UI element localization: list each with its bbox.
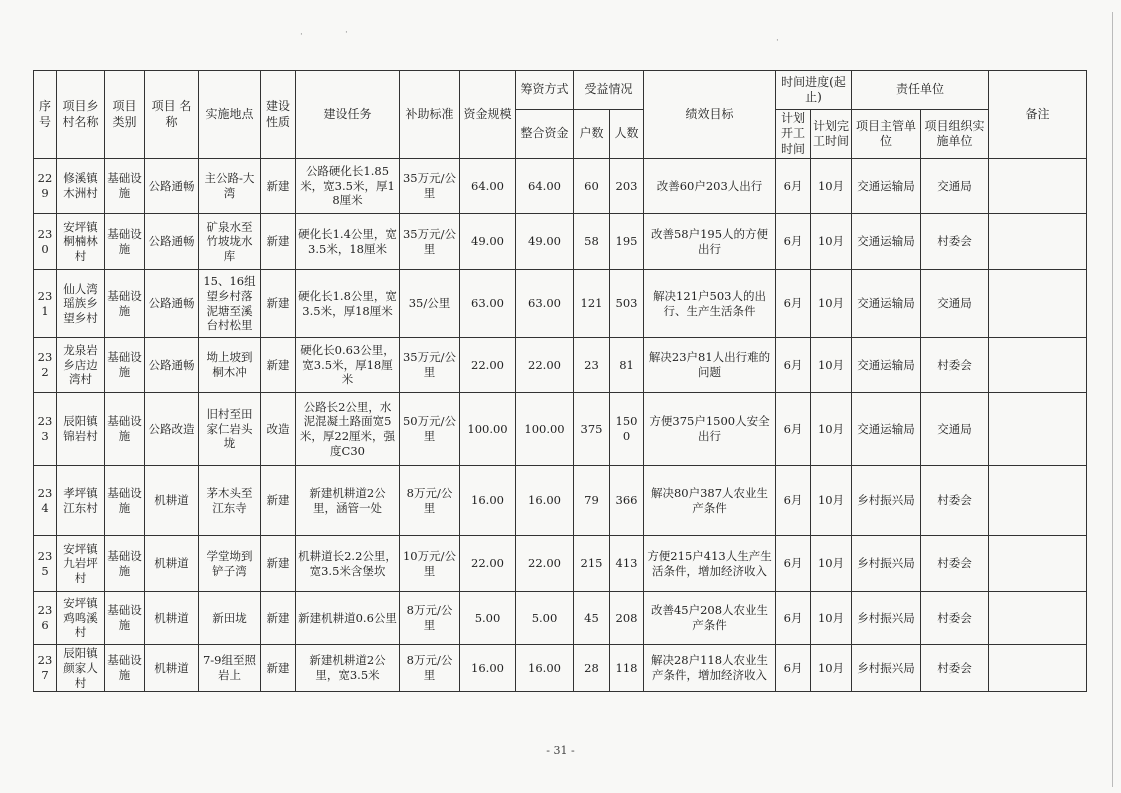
cell-subsidy: 35万元/公里 (400, 214, 460, 270)
cell-village: 安坪镇鸡鸣溪村 (57, 592, 105, 645)
cell-goal: 方便375户1500人安全出行 (644, 393, 776, 466)
cell-name: 公路通畅 (145, 270, 199, 338)
cell-seq: 237 (34, 645, 57, 692)
cell-start: 6月 (776, 214, 811, 270)
cell-village: 辰阳镇颜家人村 (57, 645, 105, 692)
cell-integrated: 22.00 (516, 536, 574, 592)
cell-name: 机耕道 (145, 466, 199, 536)
cell-location: 坳上坡到桐木冲 (199, 338, 261, 393)
cell-people: 366 (610, 466, 644, 536)
cell-category: 基础设施 (105, 393, 145, 466)
cell-subsidy: 8万元/公里 (400, 592, 460, 645)
cell-nature: 新建 (261, 592, 296, 645)
cell-finish: 10月 (811, 592, 852, 645)
cell-nature: 新建 (261, 214, 296, 270)
cell-category: 基础设施 (105, 159, 145, 214)
cell-remarks (989, 592, 1087, 645)
cell-nature: 新建 (261, 645, 296, 692)
cell-people: 413 (610, 536, 644, 592)
cell-task: 新建机耕道2公里，宽3.5米 (296, 645, 400, 692)
cell-dept: 乡村振兴局 (852, 536, 921, 592)
cell-category: 基础设施 (105, 592, 145, 645)
cell-dept: 交通运输局 (852, 159, 921, 214)
cell-category: 基础设施 (105, 214, 145, 270)
cell-category: 基础设施 (105, 645, 145, 692)
table-header-row (34, 71, 1087, 110)
cell-seq: 235 (34, 536, 57, 592)
header-scale: 资金规模 (460, 71, 516, 159)
cell-nature: 新建 (261, 159, 296, 214)
cell-seq: 229 (34, 159, 57, 214)
header-name: 项目 名称 (145, 71, 199, 159)
cell-nature: 改造 (261, 393, 296, 466)
cell-name: 公路改造 (145, 393, 199, 466)
cell-households: 45 (574, 592, 610, 645)
project-table (33, 70, 1087, 692)
header-start: 计划开工时间 (776, 110, 811, 159)
cell-integrated: 16.00 (516, 466, 574, 536)
cell-impl: 村委会 (921, 214, 989, 270)
cell-category: 基础设施 (105, 536, 145, 592)
cell-people: 1500 (610, 393, 644, 466)
cell-location: 学堂坳到铲子湾 (199, 536, 261, 592)
header-nature: 建设性质 (261, 71, 296, 159)
cell-nature: 新建 (261, 270, 296, 338)
cell-dept: 交通运输局 (852, 214, 921, 270)
cell-remarks (989, 270, 1087, 338)
cell-remarks (989, 536, 1087, 592)
cell-subsidy: 50万元/公里 (400, 393, 460, 466)
cell-households: 23 (574, 338, 610, 393)
cell-seq: 236 (34, 592, 57, 645)
cell-scale: 16.00 (460, 645, 516, 692)
table-row (34, 592, 1087, 645)
header-schedule: 时间进度(起止) (776, 71, 852, 110)
cell-people: 503 (610, 270, 644, 338)
header-households: 户数 (574, 110, 610, 159)
cell-name: 机耕道 (145, 536, 199, 592)
cell-households: 375 (574, 393, 610, 466)
cell-start: 6月 (776, 645, 811, 692)
header-goal: 绩效目标 (644, 71, 776, 159)
header-integrated: 整合资金 (516, 110, 574, 159)
cell-remarks (989, 645, 1087, 692)
cell-dept: 乡村振兴局 (852, 592, 921, 645)
cell-start: 6月 (776, 592, 811, 645)
cell-location: 旧村至田家仁岩头垅 (199, 393, 261, 466)
cell-people: 208 (610, 592, 644, 645)
cell-category: 基础设施 (105, 338, 145, 393)
cell-goal: 改善60户203人出行 (644, 159, 776, 214)
scan-speck: · (776, 36, 779, 46)
cell-goal: 解决23户81人出行难的问题 (644, 338, 776, 393)
cell-category: 基础设施 (105, 466, 145, 536)
cell-finish: 10月 (811, 645, 852, 692)
cell-subsidy: 35万元/公里 (400, 338, 460, 393)
cell-village: 安坪镇九岩坪村 (57, 536, 105, 592)
cell-goal: 改善58户195人的方便出行 (644, 214, 776, 270)
cell-task: 硬化长0.63公里，宽3.5米，厚18厘米 (296, 338, 400, 393)
cell-integrated: 63.00 (516, 270, 574, 338)
cell-impl: 村委会 (921, 466, 989, 536)
cell-name: 公路通畅 (145, 338, 199, 393)
cell-scale: 49.00 (460, 214, 516, 270)
cell-scale: 22.00 (460, 338, 516, 393)
cell-name: 公路通畅 (145, 159, 199, 214)
cell-households: 121 (574, 270, 610, 338)
cell-name: 机耕道 (145, 645, 199, 692)
cell-finish: 10月 (811, 159, 852, 214)
cell-goal: 解决28户118人农业生产条件，增加经济收入 (644, 645, 776, 692)
table-body (34, 159, 1087, 692)
table-row (34, 159, 1087, 214)
header-remarks: 备注 (989, 71, 1087, 159)
cell-households: 215 (574, 536, 610, 592)
scan-speck: · (300, 30, 303, 40)
cell-location: 主公路-大湾 (199, 159, 261, 214)
table-row (34, 536, 1087, 592)
cell-finish: 10月 (811, 466, 852, 536)
cell-impl: 村委会 (921, 338, 989, 393)
cell-start: 6月 (776, 338, 811, 393)
cell-task: 硬化长1.8公里，宽3.5米，厚18厘米 (296, 270, 400, 338)
cell-task: 公路长2公里，水泥混凝土路面宽5米，厚22厘米，强度C30 (296, 393, 400, 466)
cell-subsidy: 8万元/公里 (400, 645, 460, 692)
cell-village: 安坪镇桐楠林村 (57, 214, 105, 270)
cell-seq: 234 (34, 466, 57, 536)
page-number: - 31 - (546, 744, 575, 757)
header-impl: 项目组织实施单位 (921, 110, 989, 159)
cell-village: 孝坪镇江东村 (57, 466, 105, 536)
cell-households: 58 (574, 214, 610, 270)
scan-edge-line (1112, 12, 1113, 787)
cell-integrated: 64.00 (516, 159, 574, 214)
cell-location: 7-9组至照岩上 (199, 645, 261, 692)
header-responsible: 责任单位 (852, 71, 989, 110)
cell-people: 203 (610, 159, 644, 214)
cell-task: 公路硬化长1.85米，宽3.5米，厚18厘米 (296, 159, 400, 214)
header-category: 项目类别 (105, 71, 145, 159)
cell-remarks (989, 214, 1087, 270)
header-village: 项目乡村名称 (57, 71, 105, 159)
cell-start: 6月 (776, 159, 811, 214)
cell-remarks (989, 466, 1087, 536)
cell-name: 公路通畅 (145, 214, 199, 270)
cell-dept: 交通运输局 (852, 270, 921, 338)
cell-dept: 交通运输局 (852, 338, 921, 393)
cell-village: 辰阳镇锦岩村 (57, 393, 105, 466)
header-task: 建设任务 (296, 71, 400, 159)
cell-finish: 10月 (811, 536, 852, 592)
cell-seq: 232 (34, 338, 57, 393)
cell-impl: 村委会 (921, 592, 989, 645)
cell-impl: 村委会 (921, 536, 989, 592)
cell-scale: 64.00 (460, 159, 516, 214)
table-row (34, 645, 1087, 692)
cell-scale: 100.00 (460, 393, 516, 466)
cell-village: 龙泉岩乡店边湾村 (57, 338, 105, 393)
cell-goal: 解决80户387人农业生产条件 (644, 466, 776, 536)
cell-integrated: 16.00 (516, 645, 574, 692)
cell-goal: 解决121户503人的出行、生产生活条件 (644, 270, 776, 338)
header-subsidy: 补助标准 (400, 71, 460, 159)
table-row (34, 393, 1087, 466)
cell-nature: 新建 (261, 536, 296, 592)
header-funding: 筹资方式 (516, 71, 574, 110)
cell-location: 矿泉水至竹坡垅水库 (199, 214, 261, 270)
cell-remarks (989, 338, 1087, 393)
header-benefit: 受益情况 (574, 71, 644, 110)
cell-seq: 231 (34, 270, 57, 338)
cell-scale: 16.00 (460, 466, 516, 536)
cell-households: 60 (574, 159, 610, 214)
cell-subsidy: 35万元/公里 (400, 159, 460, 214)
cell-people: 81 (610, 338, 644, 393)
cell-impl: 交通局 (921, 393, 989, 466)
cell-scale: 22.00 (460, 536, 516, 592)
cell-task: 新建机耕道2公里，涵管一处 (296, 466, 400, 536)
cell-start: 6月 (776, 393, 811, 466)
cell-seq: 230 (34, 214, 57, 270)
cell-people: 118 (610, 645, 644, 692)
table-row (34, 466, 1087, 536)
cell-integrated: 5.00 (516, 592, 574, 645)
cell-finish: 10月 (811, 214, 852, 270)
cell-start: 6月 (776, 536, 811, 592)
cell-dept: 乡村振兴局 (852, 466, 921, 536)
cell-dept: 交通运输局 (852, 393, 921, 466)
cell-nature: 新建 (261, 338, 296, 393)
cell-location: 茅木头至江东寺 (199, 466, 261, 536)
cell-nature: 新建 (261, 466, 296, 536)
cell-task: 硬化长1.4公里，宽3.5米，18厘米 (296, 214, 400, 270)
cell-scale: 5.00 (460, 592, 516, 645)
cell-village: 仙人湾瑶族乡望乡村 (57, 270, 105, 338)
cell-location: 新田垅 (199, 592, 261, 645)
cell-impl: 村委会 (921, 645, 989, 692)
header-dept: 项目主管单位 (852, 110, 921, 159)
cell-location: 15、16组望乡村落泥塘至溪台村松里 (199, 270, 261, 338)
cell-subsidy: 10万元/公里 (400, 536, 460, 592)
cell-task: 机耕道长2.2公里，宽3.5米含堡坎 (296, 536, 400, 592)
cell-remarks (989, 159, 1087, 214)
cell-start: 6月 (776, 466, 811, 536)
cell-seq: 233 (34, 393, 57, 466)
cell-finish: 10月 (811, 393, 852, 466)
cell-dept: 乡村振兴局 (852, 645, 921, 692)
cell-integrated: 100.00 (516, 393, 574, 466)
cell-category: 基础设施 (105, 270, 145, 338)
cell-households: 28 (574, 645, 610, 692)
scan-speck: · (345, 28, 348, 38)
table-row (34, 338, 1087, 393)
table-row (34, 270, 1087, 338)
cell-remarks (989, 393, 1087, 466)
cell-impl: 交通局 (921, 270, 989, 338)
cell-impl: 交通局 (921, 159, 989, 214)
header-finish: 计划完工时间 (811, 110, 852, 159)
cell-goal: 方便215户413人生产生活条件，增加经济收入 (644, 536, 776, 592)
header-location: 实施地点 (199, 71, 261, 159)
cell-name: 机耕道 (145, 592, 199, 645)
cell-integrated: 49.00 (516, 214, 574, 270)
cell-integrated: 22.00 (516, 338, 574, 393)
cell-goal: 改善45户208人农业生产条件 (644, 592, 776, 645)
table-row (34, 214, 1087, 270)
cell-task: 新建机耕道0.6公里 (296, 592, 400, 645)
cell-people: 195 (610, 214, 644, 270)
cell-finish: 10月 (811, 270, 852, 338)
cell-start: 6月 (776, 270, 811, 338)
cell-subsidy: 35/公里 (400, 270, 460, 338)
cell-households: 79 (574, 466, 610, 536)
cell-scale: 63.00 (460, 270, 516, 338)
cell-finish: 10月 (811, 338, 852, 393)
cell-village: 修溪镇木洲村 (57, 159, 105, 214)
cell-subsidy: 8万元/公里 (400, 466, 460, 536)
header-people: 人数 (610, 110, 644, 159)
header-seq: 序号 (34, 71, 57, 159)
